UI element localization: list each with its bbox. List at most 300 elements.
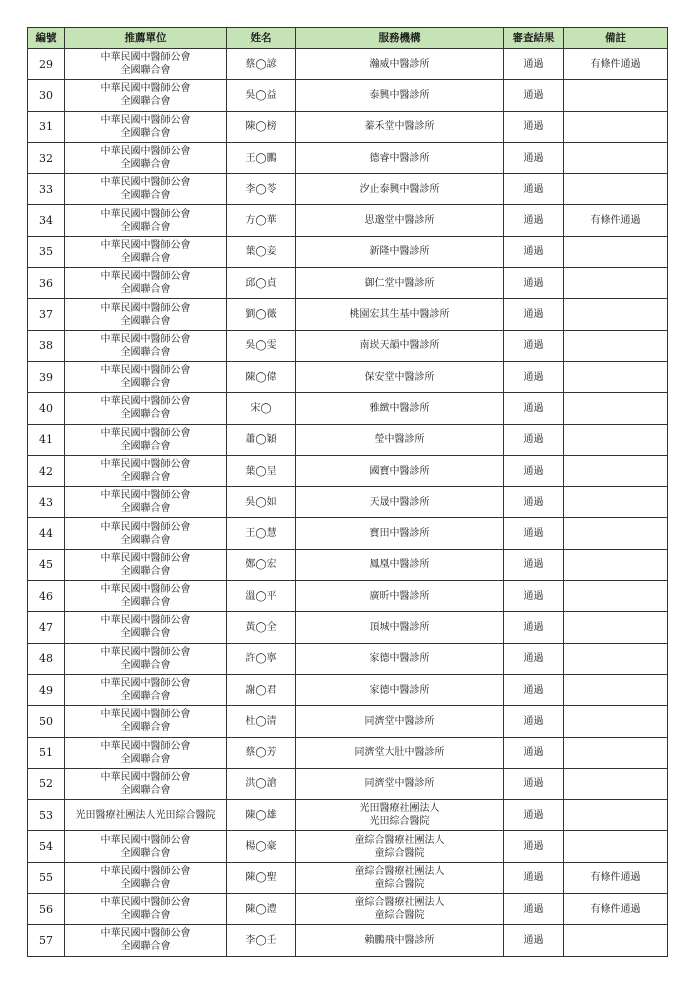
remark [564, 518, 668, 549]
person-name: 王◯鵬 [227, 142, 296, 173]
recommending-unit-line: 全國聯合會 [120, 910, 171, 922]
recommending-unit-line: 全國聯合會 [120, 534, 171, 546]
row-number: 44 [28, 518, 65, 549]
person-name: 陳◯聖 [227, 862, 296, 893]
person-name: 葉◯妾 [227, 236, 296, 267]
person-name: 李◯苓 [227, 174, 296, 205]
recommending-unit-line: 中華民國中醫師公會 [100, 114, 191, 126]
col-header-institution: 服務機構 [296, 28, 504, 49]
service-institution-line: 汐止泰興中醫診所 [359, 183, 440, 195]
row-number: 51 [28, 737, 65, 768]
service-institution-line: 德睿中醫診所 [369, 152, 430, 164]
person-name: 陳◯澧 [227, 894, 296, 925]
review-results-table [27, 27, 668, 957]
row-number: 32 [28, 142, 65, 173]
table-row [28, 268, 668, 299]
review-result: 通過 [504, 268, 564, 299]
remark [564, 925, 668, 956]
person-name: 洪◯滄 [227, 768, 296, 799]
recommending-unit-line: 中華民國中醫師公會 [100, 302, 191, 314]
table-row [28, 518, 668, 549]
service-institution [296, 205, 504, 236]
person-name: 黃◯全 [227, 612, 296, 643]
person-name: 鄭◯宏 [227, 549, 296, 580]
recommending-unit-line: 中華民國中醫師公會 [100, 928, 191, 940]
row-number: 33 [28, 174, 65, 205]
remark [564, 299, 668, 330]
remark [564, 330, 668, 361]
remark [564, 831, 668, 862]
row-number: 49 [28, 674, 65, 705]
review-result: 通過 [504, 643, 564, 674]
person-name: 宋◯ [227, 393, 296, 424]
person-name: 陳◯偉 [227, 361, 296, 392]
service-institution [296, 268, 504, 299]
row-number: 40 [28, 393, 65, 424]
recommending-unit-line: 全國聯合會 [120, 941, 171, 953]
remark [564, 674, 668, 705]
recommending-unit [65, 111, 227, 142]
service-institution-line: 天晟中醫診所 [369, 496, 430, 508]
review-result: 通過 [504, 706, 564, 737]
review-result: 通過 [504, 393, 564, 424]
service-institution [296, 549, 504, 580]
review-result: 通過 [504, 549, 564, 580]
table-row [28, 549, 668, 580]
recommending-unit-line: 中華民國中醫師公會 [100, 552, 191, 564]
review-result: 通過 [504, 581, 564, 612]
service-institution-line: 童綜合醫院 [374, 878, 425, 890]
row-number: 42 [28, 455, 65, 486]
service-institution [296, 393, 504, 424]
recommending-unit-line: 中華民國中醫師公會 [100, 52, 191, 64]
review-result: 通過 [504, 487, 564, 518]
review-result: 通過 [504, 674, 564, 705]
recommending-unit [65, 518, 227, 549]
service-institution-line: 同濟堂中醫診所 [364, 778, 435, 790]
table-row [28, 299, 668, 330]
review-result: 通過 [504, 925, 564, 956]
remark [564, 142, 668, 173]
recommending-unit-line: 中華民國中醫師公會 [100, 83, 191, 95]
service-institution-line: 鳳凰中醫診所 [369, 559, 430, 571]
person-name: 吳◯雯 [227, 330, 296, 361]
table-row [28, 455, 668, 486]
service-institution [296, 581, 504, 612]
person-name: 劉◯薇 [227, 299, 296, 330]
recommending-unit [65, 393, 227, 424]
table-row [28, 768, 668, 799]
service-institution [296, 111, 504, 142]
service-institution [296, 455, 504, 486]
recommending-unit [65, 925, 227, 956]
remark [564, 268, 668, 299]
recommending-unit-line: 全國聯合會 [120, 503, 171, 515]
recommending-unit-line: 全國聯合會 [120, 378, 171, 390]
recommending-unit [65, 800, 227, 831]
review-result: 通過 [504, 49, 564, 80]
recommending-unit-line: 全國聯合會 [120, 691, 171, 703]
recommending-unit-line: 中華民國中醫師公會 [100, 459, 191, 470]
recommending-unit-line: 中華民國中醫師公會 [100, 365, 191, 377]
service-institution-line: 桃園宏其生基中醫診所 [349, 309, 450, 321]
recommending-unit-line: 全國聯合會 [120, 847, 171, 859]
service-institution [296, 49, 504, 80]
row-number: 43 [28, 487, 65, 518]
recommending-unit [65, 643, 227, 674]
recommending-unit-line: 中華民國中醫師公會 [100, 709, 191, 721]
table-row [28, 862, 668, 893]
table-row [28, 894, 668, 925]
recommending-unit-line: 中華民國中醫師公會 [100, 897, 191, 909]
remark [564, 768, 668, 799]
review-result: 通過 [504, 111, 564, 142]
remark [564, 424, 668, 455]
recommending-unit [65, 455, 227, 486]
service-institution [296, 737, 504, 768]
row-number: 54 [28, 831, 65, 862]
recommending-unit-line: 全國聯合會 [120, 597, 171, 609]
recommending-unit-line: 全國聯合會 [120, 190, 171, 202]
service-institution [296, 361, 504, 392]
recommending-unit-line: 全國聯合會 [120, 96, 171, 108]
recommending-unit-line: 中華民國中醫師公會 [100, 333, 191, 345]
recommending-unit [65, 612, 227, 643]
recommending-unit-line: 全國聯合會 [120, 878, 171, 890]
review-result: 通過 [504, 330, 564, 361]
service-institution [296, 142, 504, 173]
service-institution-line: 童綜合醫院 [374, 847, 425, 859]
recommending-unit-line: 全國聯合會 [120, 127, 171, 139]
remark [564, 393, 668, 424]
table-row [28, 706, 668, 737]
review-result: 通過 [504, 800, 564, 831]
table-row [28, 111, 668, 142]
table-row [28, 581, 668, 612]
service-institution [296, 674, 504, 705]
service-institution-line: 御仁堂中醫診所 [364, 277, 435, 289]
review-result: 通過 [504, 737, 564, 768]
table-row [28, 49, 668, 80]
row-number: 53 [28, 800, 65, 831]
review-result: 通過 [504, 518, 564, 549]
recommending-unit-line: 全國聯合會 [120, 315, 171, 327]
review-result: 通過 [504, 831, 564, 862]
service-institution-line: 同濟堂中醫診所 [364, 715, 435, 727]
row-number: 29 [28, 49, 65, 80]
recommending-unit [65, 674, 227, 705]
service-institution-line: 童綜合醫療社團法人 [354, 865, 445, 877]
service-institution-line: 瀚威中醫診所 [369, 58, 430, 70]
col-header-name: 姓名 [227, 28, 296, 49]
recommending-unit-line: 全國聯合會 [120, 753, 171, 765]
table-row [28, 361, 668, 392]
remark: 有條件通過 [564, 205, 668, 236]
row-number: 48 [28, 643, 65, 674]
review-result: 通過 [504, 424, 564, 455]
recommending-unit-line: 中華民國中醫師公會 [100, 427, 191, 439]
service-institution [296, 831, 504, 862]
remark [564, 455, 668, 486]
service-institution-line: 蓁禾堂中醫診所 [364, 121, 435, 133]
review-result: 通過 [504, 174, 564, 205]
service-institution [296, 424, 504, 455]
service-institution-line: 保安堂中醫診所 [364, 371, 435, 383]
person-name: 楊◯豪 [227, 831, 296, 862]
person-name: 許◯寧 [227, 643, 296, 674]
row-number: 52 [28, 768, 65, 799]
remark [564, 706, 668, 737]
review-result: 通過 [504, 236, 564, 267]
recommending-unit [65, 268, 227, 299]
remark [564, 737, 668, 768]
remark: 有條件通過 [564, 49, 668, 80]
remark [564, 549, 668, 580]
recommending-unit [65, 205, 227, 236]
person-name: 吳◯如 [227, 487, 296, 518]
person-name: 王◯慧 [227, 518, 296, 549]
recommending-unit [65, 299, 227, 330]
recommending-unit [65, 706, 227, 737]
recommending-unit-line: 中華民國中醫師公會 [100, 834, 191, 846]
service-institution-line: 寶田中醫診所 [369, 528, 430, 540]
table-row [28, 205, 668, 236]
table-row [28, 643, 668, 674]
table-row [28, 737, 668, 768]
service-institution [296, 862, 504, 893]
table-row [28, 674, 668, 705]
recommending-unit-line: 中華民國中醫師公會 [100, 646, 191, 658]
person-name: 杜◯清 [227, 706, 296, 737]
review-result: 通過 [504, 361, 564, 392]
service-institution [296, 330, 504, 361]
service-institution [296, 80, 504, 111]
remark [564, 487, 668, 518]
service-institution [296, 894, 504, 925]
row-number: 56 [28, 894, 65, 925]
service-institution [296, 800, 504, 831]
review-result: 通過 [504, 862, 564, 893]
service-institution [296, 706, 504, 737]
service-institution-line: 廣昕中醫診所 [369, 590, 430, 602]
service-institution [296, 612, 504, 643]
review-result: 通過 [504, 894, 564, 925]
table-body [28, 49, 668, 957]
recommending-unit-line: 中華民國中醫師公會 [100, 490, 191, 502]
recommending-unit [65, 361, 227, 392]
row-number: 37 [28, 299, 65, 330]
recommending-unit-line: 中華民國中醫師公會 [100, 177, 191, 189]
recommending-unit [65, 174, 227, 205]
remark [564, 111, 668, 142]
recommending-unit-line: 全國聯合會 [120, 346, 171, 358]
person-name: 溫◯平 [227, 581, 296, 612]
remark: 有條件通過 [564, 862, 668, 893]
service-institution-line: 國寶中醫診所 [369, 465, 430, 477]
service-institution-line: 家德中醫診所 [369, 653, 430, 665]
recommending-unit [65, 831, 227, 862]
recommending-unit [65, 49, 227, 80]
recommending-unit-line: 中華民國中醫師公會 [100, 271, 191, 283]
remark [564, 800, 668, 831]
table-row [28, 236, 668, 267]
col-header-recommending-unit: 推薦單位 [65, 28, 227, 49]
recommending-unit-line: 中華民國中醫師公會 [100, 146, 191, 158]
review-result: 通過 [504, 299, 564, 330]
recommending-unit-line: 全國聯合會 [120, 659, 171, 671]
table-row [28, 330, 668, 361]
review-result: 通過 [504, 205, 564, 236]
service-institution-line: 賴鵬飛中醫診所 [364, 934, 435, 946]
service-institution-line: 同濟堂大肚中醫診所 [354, 747, 445, 759]
service-institution [296, 299, 504, 330]
recommending-unit [65, 424, 227, 455]
remark [564, 581, 668, 612]
service-institution-line: 頂城中醫診所 [369, 621, 430, 633]
row-number: 57 [28, 925, 65, 956]
service-institution-line: 童綜合醫療社團法人 [354, 834, 445, 846]
review-result: 通過 [504, 455, 564, 486]
service-institution [296, 174, 504, 205]
person-name: 謝◯君 [227, 674, 296, 705]
recommending-unit-line: 中華民國中醫師公會 [100, 865, 191, 877]
recommending-unit-line: 中華民國中醫師公會 [100, 615, 191, 627]
service-institution-line: 光田綜合醫院 [369, 816, 430, 828]
row-number: 36 [28, 268, 65, 299]
table-row [28, 487, 668, 518]
recommending-unit [65, 862, 227, 893]
service-institution-line: 新隆中醫診所 [369, 246, 430, 258]
remark: 有條件通過 [564, 894, 668, 925]
person-name: 陳◯雄 [227, 800, 296, 831]
recommending-unit-line: 中華民國中醫師公會 [100, 771, 191, 783]
table-row [28, 80, 668, 111]
table-row [28, 393, 668, 424]
person-name: 邱◯貞 [227, 268, 296, 299]
row-number: 38 [28, 330, 65, 361]
recommending-unit [65, 549, 227, 580]
service-institution-line: 光田醫療社團法人 [359, 803, 440, 815]
service-institution-line: 瑩中醫診所 [374, 434, 425, 446]
recommending-unit-line: 中華民國中醫師公會 [100, 521, 191, 533]
row-number: 46 [28, 581, 65, 612]
recommending-unit-line: 全國聯合會 [120, 440, 171, 452]
recommending-unit [65, 737, 227, 768]
row-number: 39 [28, 361, 65, 392]
row-number: 31 [28, 111, 65, 142]
recommending-unit-line: 全國聯合會 [120, 628, 171, 640]
table-row [28, 612, 668, 643]
service-institution-line: 雅緻中醫診所 [369, 402, 430, 414]
person-name: 方◯華 [227, 205, 296, 236]
recommending-unit-line: 全國聯合會 [120, 65, 171, 77]
row-number: 30 [28, 80, 65, 111]
person-name: 蔡◯芳 [227, 737, 296, 768]
review-result: 通過 [504, 80, 564, 111]
recommending-unit [65, 768, 227, 799]
table-row [28, 424, 668, 455]
recommending-unit [65, 894, 227, 925]
service-institution [296, 487, 504, 518]
recommending-unit-line: 中華民國中醫師公會 [100, 239, 191, 251]
recommending-unit-line: 中華民國中醫師公會 [100, 396, 191, 408]
recommending-unit-line: 中華民國中醫師公會 [100, 208, 191, 220]
remark [564, 643, 668, 674]
col-header-number: 編號 [28, 28, 65, 49]
remark [564, 361, 668, 392]
recommending-unit-line: 全國聯合會 [120, 221, 171, 233]
recommending-unit [65, 330, 227, 361]
service-institution-line: 童綜合醫院 [374, 910, 425, 922]
table-row [28, 174, 668, 205]
service-institution-line: 泰興中醫診所 [369, 89, 430, 101]
recommending-unit [65, 487, 227, 518]
recommending-unit-line: 全國聯合會 [120, 722, 171, 734]
row-number: 35 [28, 236, 65, 267]
person-name: 吳◯益 [227, 80, 296, 111]
recommending-unit-line: 全國聯合會 [120, 159, 171, 171]
col-header-note: 備註 [564, 28, 668, 49]
person-name: 李◯壬 [227, 925, 296, 956]
row-number: 41 [28, 424, 65, 455]
recommending-unit-line: 中華民國中醫師公會 [100, 740, 191, 752]
row-number: 47 [28, 612, 65, 643]
service-institution [296, 643, 504, 674]
recommending-unit [65, 236, 227, 267]
col-header-result: 審查結果 [504, 28, 564, 49]
service-institution-line: 家德中醫診所 [369, 684, 430, 696]
recommending-unit-line: 光田醫療社團法人光田綜合醫院 [75, 809, 216, 821]
remark [564, 80, 668, 111]
person-name: 陳◯榜 [227, 111, 296, 142]
recommending-unit [65, 581, 227, 612]
remark [564, 236, 668, 267]
service-institution [296, 236, 504, 267]
table-row [28, 800, 668, 831]
table-row [28, 142, 668, 173]
recommending-unit-line: 全國聯合會 [120, 284, 171, 296]
row-number: 45 [28, 549, 65, 580]
review-result: 通過 [504, 768, 564, 799]
service-institution [296, 768, 504, 799]
row-number: 55 [28, 862, 65, 893]
person-name: 葉◯呈 [227, 455, 296, 486]
recommending-unit-line: 中華民國中醫師公會 [100, 584, 191, 596]
service-institution [296, 925, 504, 956]
recommending-unit-line: 全國聯合會 [120, 565, 171, 577]
service-institution-line: 童綜合醫療社團法人 [354, 897, 445, 909]
remark [564, 174, 668, 205]
service-institution-line: 思邈堂中醫診所 [364, 215, 435, 227]
recommending-unit [65, 142, 227, 173]
row-number: 34 [28, 205, 65, 236]
remark [564, 612, 668, 643]
recommending-unit-line: 全國聯合會 [120, 252, 171, 264]
row-number: 50 [28, 706, 65, 737]
service-institution-line: 南崁天韻中醫診所 [359, 340, 440, 352]
table-row [28, 925, 668, 956]
service-institution [296, 518, 504, 549]
review-result: 通過 [504, 142, 564, 173]
recommending-unit-line: 中華民國中醫師公會 [100, 678, 191, 690]
recommending-unit [65, 80, 227, 111]
person-name: 蔡◯諺 [227, 49, 296, 80]
table-row [28, 831, 668, 862]
recommending-unit-line: 全國聯合會 [120, 784, 171, 796]
person-name: 蕭◯穎 [227, 424, 296, 455]
review-result: 通過 [504, 612, 564, 643]
recommending-unit-line: 全國聯合會 [120, 409, 171, 421]
